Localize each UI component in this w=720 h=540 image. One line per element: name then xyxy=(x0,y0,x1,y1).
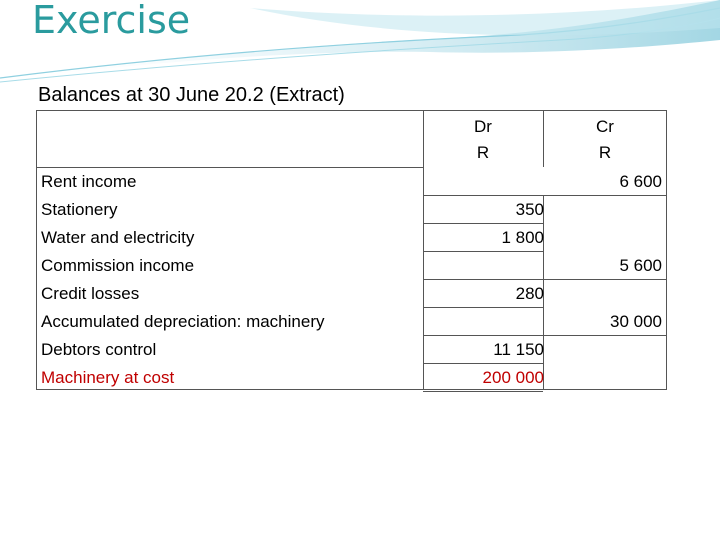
row-label: Rent income xyxy=(41,172,137,191)
row-label: Commission income xyxy=(41,256,195,275)
dr-header-label: Dr xyxy=(474,117,492,136)
credit-cell-border xyxy=(543,279,667,280)
debit-cell-border xyxy=(423,391,543,392)
dr-header-unit: R xyxy=(476,143,490,162)
row-credit-amount: 6 600 xyxy=(619,172,662,191)
row-label: Accumulated depreciation: machinery xyxy=(41,312,325,331)
row-debit-amount: 350 xyxy=(515,200,544,219)
cr-column-left-border xyxy=(543,111,544,167)
debit-cell-border xyxy=(423,363,543,364)
row-debit-amount: 280 xyxy=(515,284,544,303)
table-caption: Balances at 30 June 20.2 (Extract) xyxy=(38,84,345,106)
debit-cell-border xyxy=(423,335,543,336)
row-label: Water and electricity xyxy=(41,228,195,247)
row-label: Stationery xyxy=(41,200,118,219)
row-label: Machinery at cost xyxy=(41,368,175,387)
credit-cell-border xyxy=(543,195,667,196)
row-debit-amount: 1 800 xyxy=(501,228,544,247)
dr-column-left-border xyxy=(423,111,424,389)
row-debit-amount: 200 000 xyxy=(482,368,544,387)
row-label: Debtors control xyxy=(41,340,157,359)
row-credit-amount: 30 000 xyxy=(610,312,662,331)
debit-cell-border xyxy=(423,195,543,196)
debit-cell-border xyxy=(423,223,543,224)
cr-header-label: Cr xyxy=(596,117,614,136)
debit-cell-border xyxy=(423,251,543,252)
row-label: Credit losses xyxy=(41,284,140,303)
cr-header xyxy=(585,117,625,163)
debit-cell-border xyxy=(423,279,543,280)
credit-cell-border xyxy=(543,335,667,336)
row-credit-amount: 5 600 xyxy=(619,256,662,275)
dr-header xyxy=(463,117,503,163)
cr-header-unit: R xyxy=(598,143,612,162)
balances-table xyxy=(36,110,667,390)
slide-title: Exercise xyxy=(32,0,191,42)
debit-cell-border xyxy=(423,307,543,308)
row-debit-amount: 11 150 xyxy=(493,340,544,359)
